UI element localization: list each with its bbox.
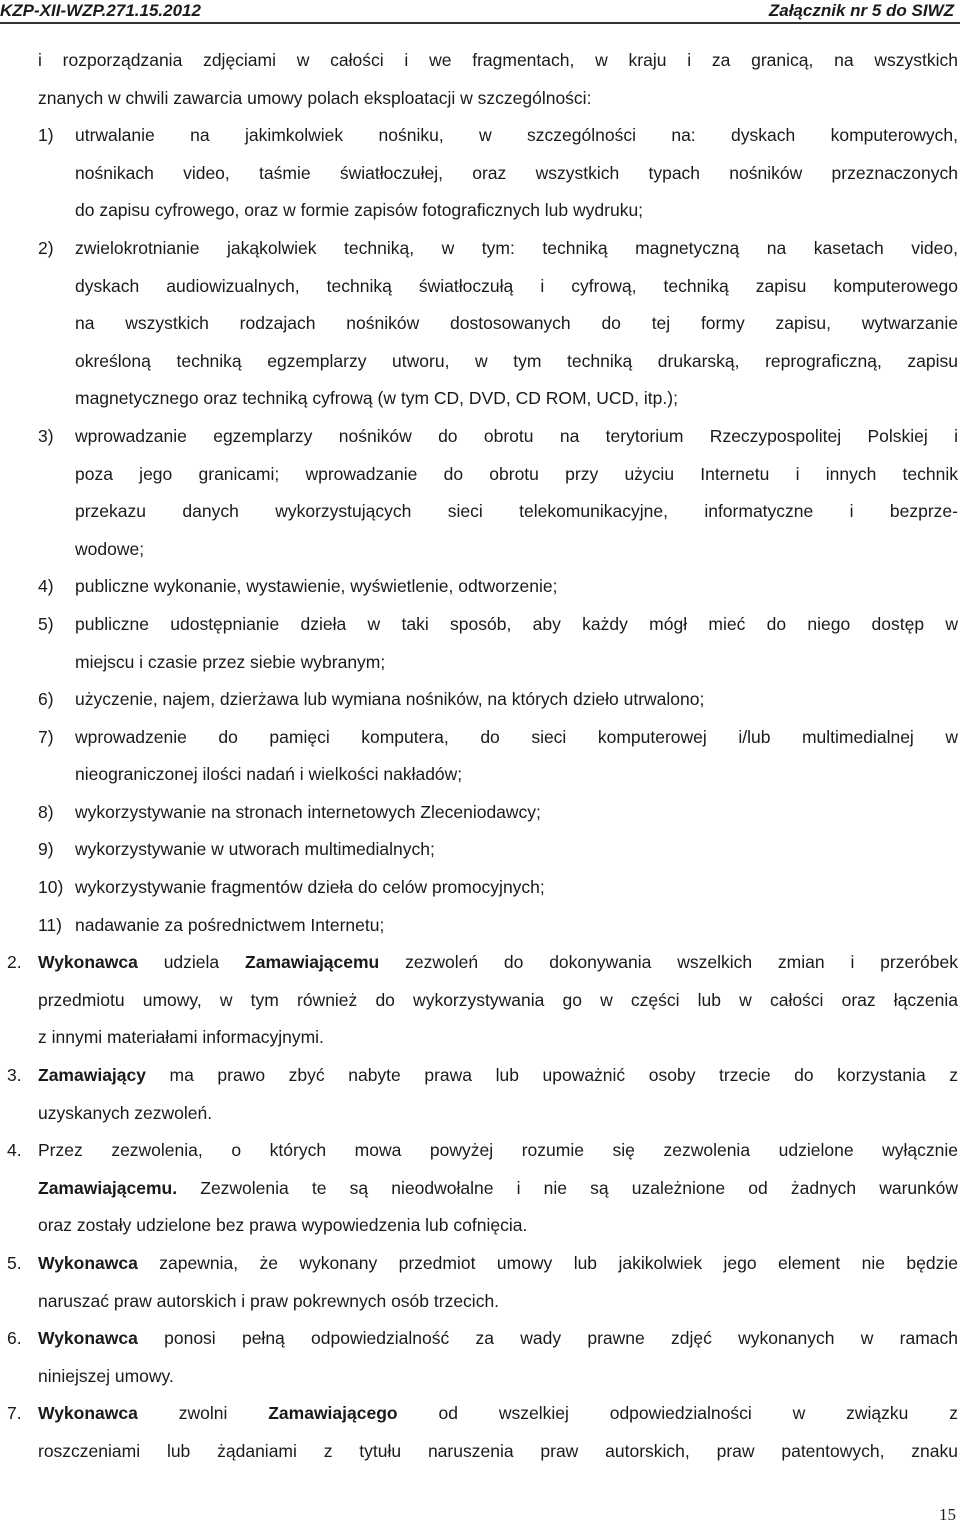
clause-3: 3. Zamawiający ma prawo zbyć nabyte prawa lub upoważnić osoby trzecie do korzystania z [0, 1057, 960, 1095]
document-body [0, 42, 960, 1471]
list-item-line [0, 117, 960, 155]
clause-line: roszczeniami lub żądaniami z tytułu naruszenia praw autorskich, praw patentowych, znaku [38, 1440, 958, 1461]
clause-line: oraz zostały udzielone bez prawa wypowiedzenia lub cofnięcia. [38, 1215, 528, 1236]
exploitation-field-item [0, 907, 960, 945]
list-item-text: określoną techniką egzemplarzy utworu, w tym techniką drukarską, reprograficzną, zapisu [75, 350, 958, 371]
clause-line: Zamawiającemu. Zezwolenia te są nieodwołalne i nie są uzależnione od żadnych warunków [38, 1177, 958, 1198]
list-item-number: 8) [38, 801, 54, 822]
list-item-line [0, 418, 960, 456]
clause-line: naruszać praw autorskich i praw pokrewnych osób trzecich. [38, 1290, 500, 1311]
exploitation-fields-list [0, 117, 960, 944]
list-item-text: nadawanie za pośrednictwem Internetu; [75, 914, 385, 935]
list-item-line [0, 456, 960, 494]
exploitation-field-item [0, 230, 960, 418]
exploitation-field-item [0, 869, 960, 907]
list-item-number: 11) [38, 914, 62, 935]
list-item-line [0, 493, 960, 531]
list-item-number: 3) [38, 425, 54, 446]
exploitation-field-item [0, 831, 960, 869]
clause-line: uzyskanych zezwoleń. [38, 1102, 213, 1123]
clause-line: z innymi materiałami informacyjnymi. [38, 1027, 324, 1048]
clause-number: 7. [7, 1403, 22, 1424]
list-item-line [0, 343, 960, 381]
list-item-line [0, 568, 960, 606]
page-header [0, 0, 960, 22]
clause-2: 2. Wykonawca udziela Zamawiającemu zezwoleń do dokonywania wszelkich zmian i przeróbek [0, 944, 960, 982]
list-item-line [0, 756, 960, 794]
list-item-text: wykorzystywanie w utworach multimedialnych; [75, 839, 435, 860]
clause-line: niniejszej umowy. [38, 1365, 174, 1386]
list-item-text: zwielokrotnianie jakąkolwiek techniką, w tym: techniką magnetyczną na kasetach video, [75, 237, 958, 258]
list-item-text: miejscu i czasie przez siebie wybranym; [75, 651, 386, 672]
document-reference: KZP-XII-WZP.271.15.2012 [0, 1, 201, 20]
exploitation-field-item [0, 606, 960, 681]
list-item-text: użyczenie, najem, dzierżawa lub wymiana nośników, na których dzieło utrwalono; [75, 689, 705, 710]
list-item-line [0, 305, 960, 343]
list-item-text: utrwalanie na jakimkolwiek nośniku, w szczególności na: dyskach komputerowych, [75, 125, 958, 146]
clause-number: 4. [7, 1140, 22, 1161]
clause-number: 2. [7, 952, 22, 973]
list-item-line [0, 719, 960, 757]
intro-line: i rozporządzania zdjęciami w całości i we fragmentach, w kraju i za granicą, na wszystkich [38, 50, 958, 70]
list-item-line [0, 681, 960, 719]
list-item-text: do zapisu cyfrowego, oraz w formie zapisów fotograficznych lub wydruku; [75, 200, 644, 221]
clause-number: 5. [7, 1253, 22, 1273]
list-item-text: dyskach audiowizualnych, techniką światłoczułą i cyfrową, techniką zapisu komputerowego [75, 275, 958, 296]
list-item-number: 10) [38, 877, 64, 898]
list-item-number: 9) [38, 839, 54, 860]
list-item-number: 2) [38, 237, 54, 258]
list-item-number: 7) [38, 726, 54, 747]
page-number: 15 [939, 1505, 956, 1524]
list-item-line [0, 907, 960, 945]
list-item-number: 6) [38, 689, 54, 710]
list-item-text: wykorzystywanie fragmentów dzieła do celów promocyjnych; [75, 877, 545, 898]
list-item-text: publiczne wykonanie, wystawienie, wyświetlenie, odtworzenie; [75, 576, 558, 597]
list-item-text: magnetycznego oraz techniką cyfrową (w tym CD, DVD, CD ROM, UCD, itp.); [75, 388, 678, 409]
list-item-line [0, 192, 960, 230]
list-item-text: na wszystkich rodzajach nośników dostosowanych do tej formy zapisu, wytwarzanie [75, 313, 958, 334]
list-item-line [0, 268, 960, 306]
list-item-text: publiczne udostępnianie dzieła w taki sposób, aby każdy mógł mieć do niego dostęp w [75, 613, 958, 634]
list-item-line [0, 831, 960, 869]
list-item-number: 1) [38, 125, 54, 146]
list-item-text: wprowadzanie egzemplarzy nośników do obrotu na terytorium Rzeczypospolitej Polskiej i [75, 425, 958, 446]
clause-5: 5. Wykonawca zapewnia, że wykonany przedmiot umowy lub jakikolwiek jego element nie będzie [0, 1245, 960, 1283]
clause-7: 7. Wykonawca zwolni Zamawiającego od wszelkiej odpowiedzialności w związku z [0, 1395, 960, 1433]
clause-6: 6. Wykonawca ponosi pełną odpowiedzialność za wady prawne zdjęć wykonanych w ramach [0, 1320, 960, 1358]
exploitation-field-item [0, 681, 960, 719]
list-item-text: wprowadzenie do pamięci komputera, do sieci komputerowej i/lub multimedialnej w [75, 726, 958, 747]
list-item-text: poza jego granicami; wprowadzanie do obrotu przy użyciu Internetu i innych technik [75, 463, 958, 484]
exploitation-field-item [0, 719, 960, 794]
list-item-line [0, 869, 960, 907]
intro-line: znanych w chwili zawarcia umowy polach eksploatacji w szczególności: [38, 87, 592, 108]
list-item-line [0, 230, 960, 268]
attachment-label: Załącznik nr 5 do SIWZ [768, 1, 954, 20]
clause-number: 6. [7, 1328, 22, 1349]
list-item-line [0, 644, 960, 682]
list-item-text: wodowe; [75, 538, 145, 559]
clause-line: przedmiotu umowy, w tym również do wykorzystywania go w części lub w całości oraz łączenia [38, 989, 958, 1010]
exploitation-field-item [0, 418, 960, 568]
list-item-number: 5) [38, 613, 54, 634]
list-item-line [0, 155, 960, 193]
header-divider [0, 22, 960, 24]
list-item-line [0, 606, 960, 644]
list-item-text: nośnikach video, taśmie światłoczułej, oraz wszystkich typach nośników przeznaczonych [75, 162, 958, 183]
exploitation-field-item [0, 794, 960, 832]
clause-number: 3. [7, 1065, 22, 1086]
list-item-text: wykorzystywanie na stronach internetowych Zleceniodawcy; [75, 801, 541, 822]
list-item-number: 4) [38, 576, 54, 597]
list-item-line [0, 380, 960, 418]
list-item-line [0, 794, 960, 832]
exploitation-field-item [0, 117, 960, 230]
exploitation-field-item [0, 568, 960, 606]
list-item-line [0, 531, 960, 569]
list-item-text: nieograniczonej ilości nadań i wielkości nakładów; [75, 764, 463, 785]
clause-4: 4. Przez zezwolenia, o których mowa powyżej rozumie się zezwolenia udzielone wyłącznie [0, 1132, 960, 1170]
list-item-text: przekazu danych wykorzystujących sieci telekomunikacyjne, informatyczne i bezprze- [75, 501, 958, 522]
